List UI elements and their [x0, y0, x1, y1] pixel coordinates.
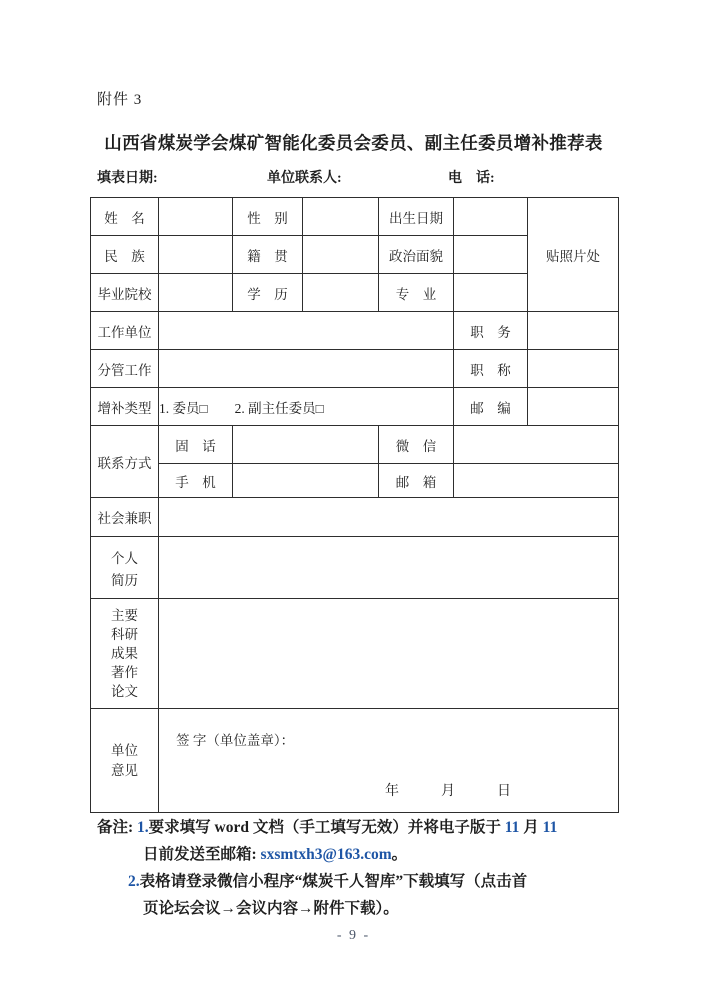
header-fields — [0, 167, 707, 189]
phone-label: 电 话: — [448, 171, 495, 186]
work-unit-value-cell — [159, 312, 454, 350]
row-work-unit — [91, 312, 619, 350]
research-label-line5: 论文 — [111, 684, 138, 699]
position-value-cell — [528, 312, 619, 350]
charge-work-label: 分管工作 — [91, 350, 159, 388]
contact-method-label: 联系方式 — [91, 426, 159, 498]
mobile-value-cell — [233, 464, 379, 498]
resume-label-line1: 个人 — [111, 550, 138, 566]
name-value-cell — [159, 198, 233, 236]
native-place-label: 籍 贯 — [233, 236, 303, 274]
charge-work-value-cell — [159, 350, 454, 388]
note-line-3 — [128, 868, 619, 895]
note-item1-email-pre: 日前发送至邮箱: — [143, 846, 261, 863]
position-label: 职 务 — [454, 312, 528, 350]
unit-contact-label: 单位联系人: — [267, 171, 342, 186]
note-line-4 — [143, 895, 619, 922]
row-charge-work — [91, 350, 619, 388]
prof-title-value-cell — [528, 350, 619, 388]
note-item1-number: 1. — [137, 819, 149, 836]
mobile-label: 手 机 — [159, 464, 233, 498]
education-label: 学 历 — [233, 274, 303, 312]
unit-opinion-label — [91, 709, 159, 813]
row-social — [91, 498, 619, 537]
education-value-cell — [303, 274, 379, 312]
school-label: 毕业院校 — [91, 274, 159, 312]
major-label: 专 业 — [379, 274, 454, 312]
date-year-month-day: 年 月 日 — [385, 784, 511, 799]
note-item1-text: 要求填写 word 文档（手工填写无效）并将电子版于 — [148, 819, 505, 836]
recommendation-form-table — [90, 197, 619, 813]
note-item1-month: 月 — [519, 819, 543, 836]
email-value-cell — [454, 464, 619, 498]
landline-value-cell — [233, 426, 379, 464]
row-name-gender-birth — [91, 198, 619, 236]
research-label-line3: 成果 — [111, 646, 138, 661]
political-status-value-cell — [454, 236, 528, 274]
note-item1-email-post: 。 — [391, 846, 408, 863]
research-label — [91, 599, 159, 709]
row-research — [91, 599, 619, 709]
prof-title-label: 职 称 — [454, 350, 528, 388]
row-landline-wechat — [91, 426, 619, 464]
ethnicity-value-cell — [159, 236, 233, 274]
social-label: 社会兼职 — [91, 498, 159, 537]
attachment-label: 附件 3 — [97, 92, 143, 108]
note-line-2 — [143, 841, 619, 868]
note-item1-date-num1: 11 — [504, 819, 520, 836]
photo-area-cell: 贴照片处 — [528, 198, 619, 312]
unit-opinion-value-cell — [159, 709, 619, 813]
work-unit-label: 工作单位 — [91, 312, 159, 350]
postal-code-label: 邮 编 — [454, 388, 528, 426]
signature-seal-label: 签 字（单位盖章）： — [176, 733, 295, 748]
wechat-value-cell — [454, 426, 619, 464]
political-status-label: 政治面貌 — [379, 236, 454, 274]
school-value-cell — [159, 274, 233, 312]
notes-section — [97, 814, 619, 922]
resume-label-line2: 简历 — [111, 572, 138, 588]
research-label-line1: 主要 — [111, 608, 138, 623]
postal-code-value-cell — [528, 388, 619, 426]
note-email-address: sxsmtxh3@163.com — [260, 846, 392, 863]
landline-label: 固 话 — [159, 426, 233, 464]
research-label-line4: 著作 — [111, 665, 138, 680]
fill-date-label: 填表日期: — [97, 171, 158, 186]
native-place-value-cell — [303, 236, 379, 274]
row-mobile-email — [91, 464, 619, 498]
supplement-type-label: 增补类型 — [91, 388, 159, 426]
resume-label — [91, 537, 159, 599]
research-value-cell — [159, 599, 619, 709]
major-value-cell — [454, 274, 528, 312]
note-line-1 — [97, 814, 619, 841]
birth-date-value-cell — [454, 198, 528, 236]
notes-label: 备注: — [97, 819, 138, 836]
note-item2-number: 2. — [128, 873, 140, 890]
note-item2-text: 表格请登录微信小程序“煤炭千人智库”下载填写（点击首 — [139, 873, 528, 890]
resume-value-cell — [159, 537, 619, 599]
page-number: - 9 - — [336, 928, 371, 943]
gender-value-cell — [303, 198, 379, 236]
social-value-cell — [159, 498, 619, 537]
unit-opinion-label-line2: 意见 — [111, 762, 138, 778]
birth-date-label: 出生日期 — [379, 198, 454, 236]
gender-label: 性 别 — [233, 198, 303, 236]
supplement-type-options: 1. 委员□ 2. 副主任委员□ — [159, 388, 454, 426]
research-label-line2: 科研 — [111, 627, 138, 642]
note-item1-date-num2: 11 — [542, 819, 558, 836]
name-label: 姓 名 — [91, 198, 159, 236]
wechat-label: 微 信 — [379, 426, 454, 464]
row-supplement-type — [91, 388, 619, 426]
page-title: 山西省煤炭学会煤矿智能化委员会委员、副主任委员增补推荐表 — [104, 133, 603, 153]
ethnicity-label: 民 族 — [91, 236, 159, 274]
note-item2-text-cont: 页论坛会议→会议内容→附件下载）。 — [143, 900, 399, 917]
unit-opinion-label-line1: 单位 — [111, 742, 138, 758]
email-label: 邮 箱 — [379, 464, 454, 498]
row-unit-opinion — [91, 709, 619, 813]
row-resume — [91, 537, 619, 599]
